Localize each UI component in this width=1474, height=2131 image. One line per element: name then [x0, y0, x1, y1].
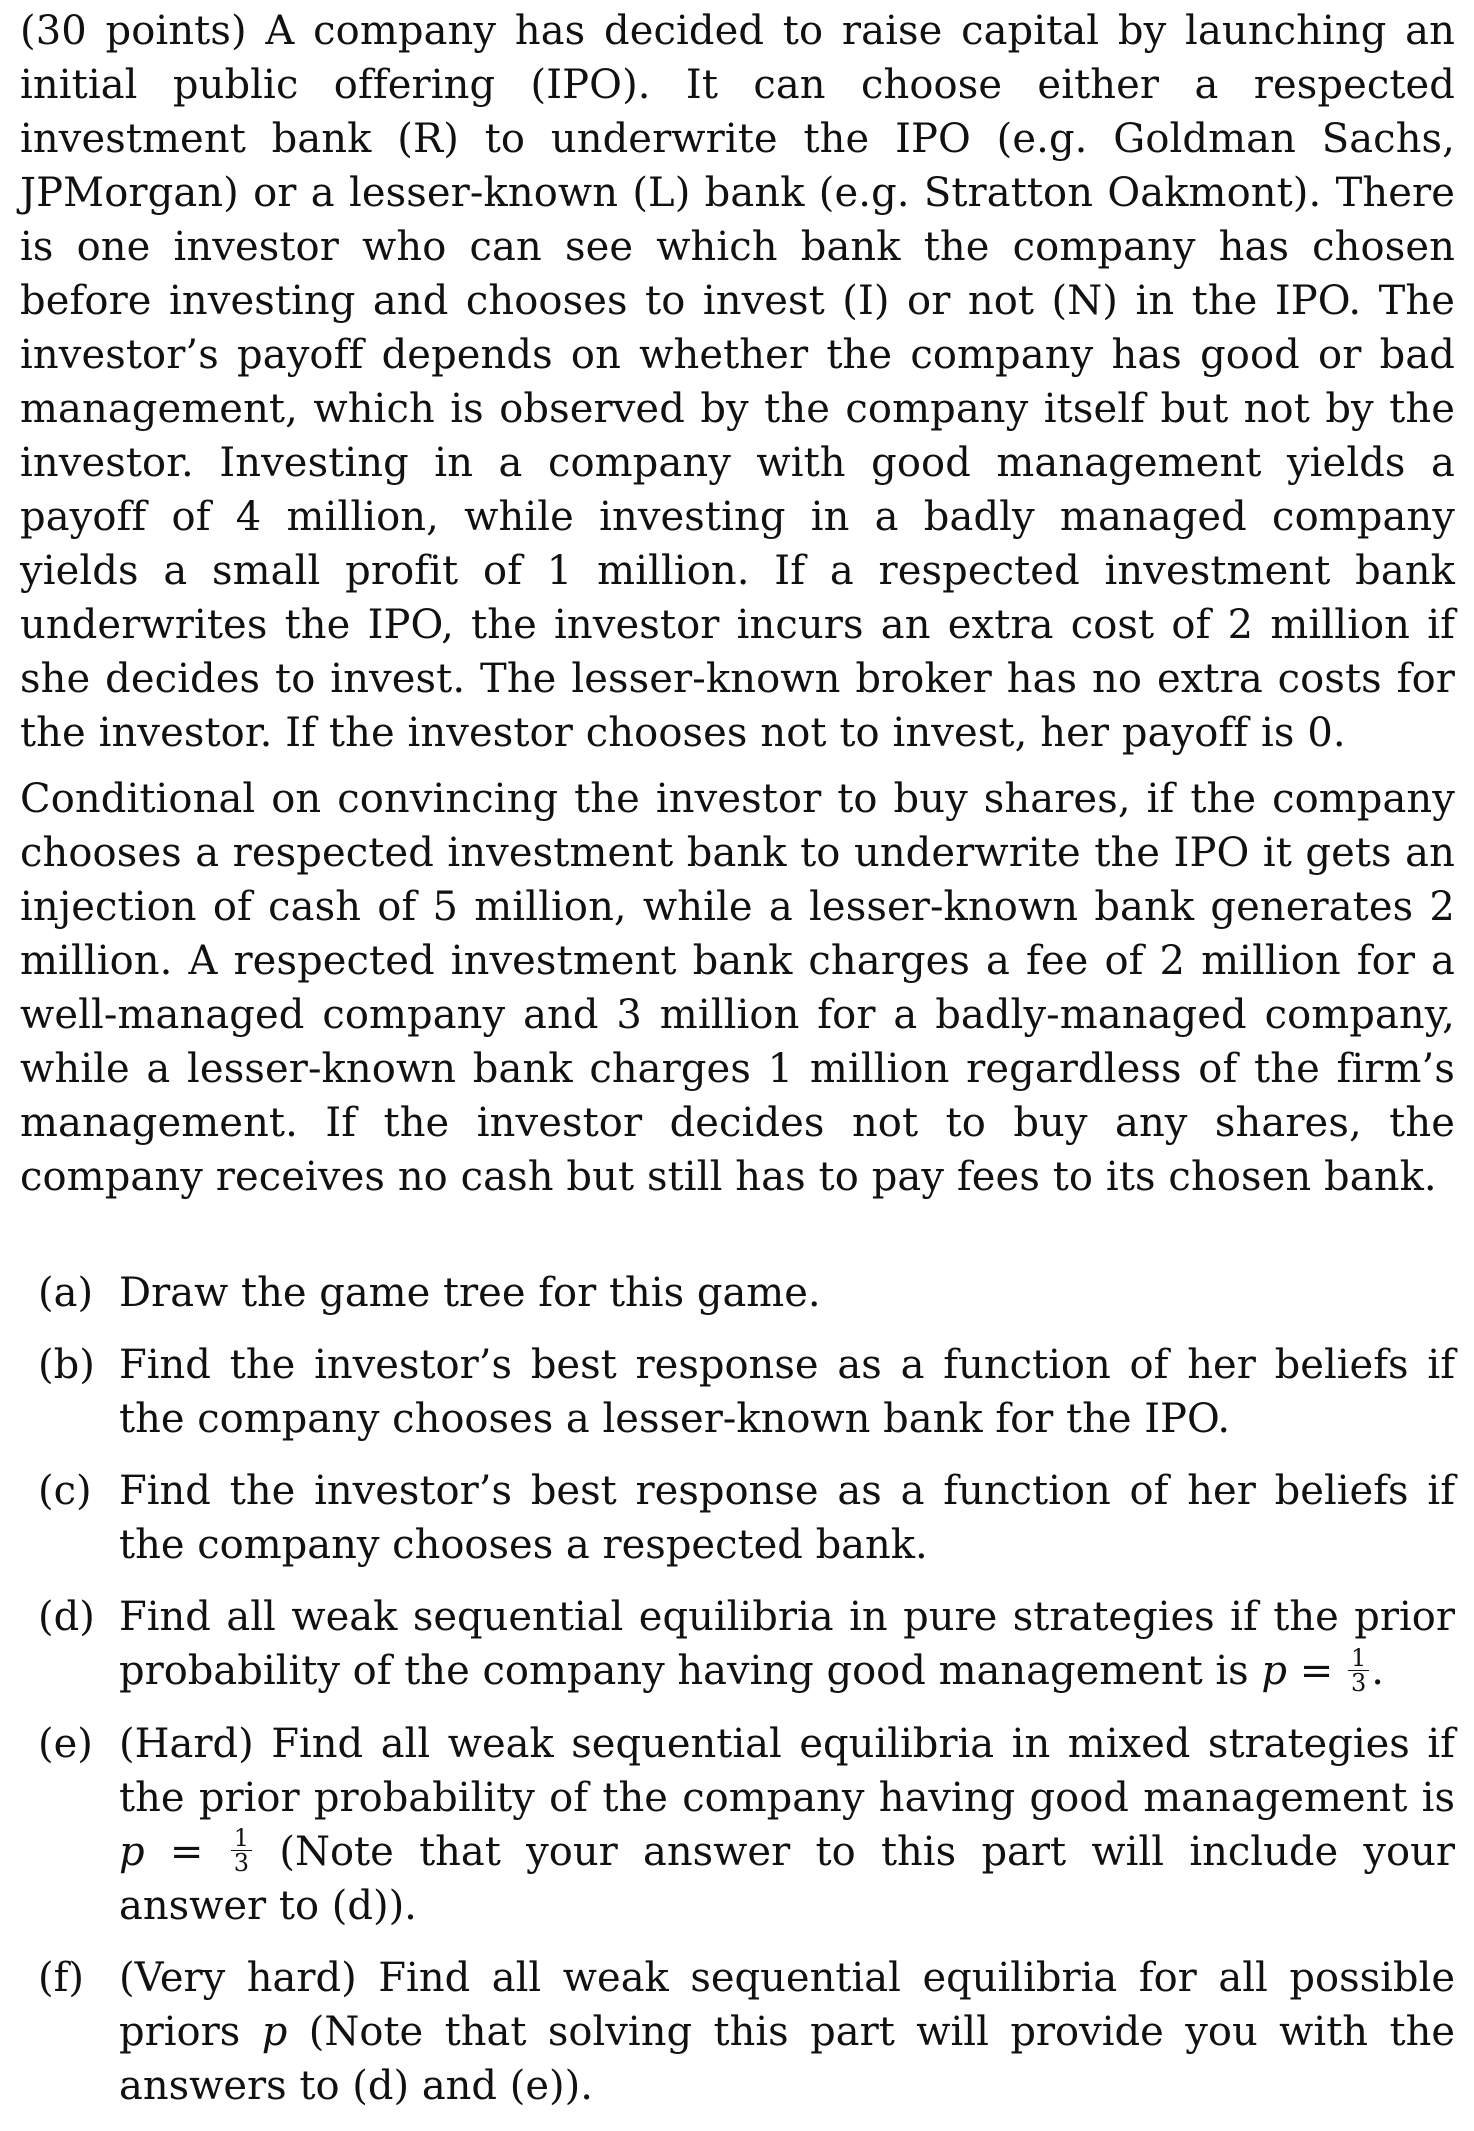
question-e: [20, 1717, 1455, 1934]
question-text-before: (Very hard) Find all weak sequential equilibria for all possible priors: [119, 1955, 1455, 2055]
question-b: [20, 1338, 1455, 1446]
question-label: (b): [38, 1342, 95, 1388]
question-text-after: .: [1371, 1648, 1384, 1694]
question-label: (c): [38, 1468, 92, 1514]
prior-variable: p: [261, 2009, 288, 2055]
problem-paragraph-2: Conditional on convincing the investor to buy shares, if the company chooses a respected investment bank to underwrite the IPO it gets an injection of cash of 5 million, while a lesser-known bank generates 2 million. A respected investment bank charges a fee of 2 million for a well-managed company and 3 million for a badly-managed company, while a lesser-known bank charges 1 million regardless of the firm’s management. If the investor decides not to buy any shares, the company receives no cash but still has to pay fees to its chosen bank.: [20, 776, 1455, 1200]
prior-variable: p: [1261, 1648, 1288, 1694]
question-label: (f): [38, 1955, 85, 2001]
question-list: [20, 1266, 1455, 2113]
question-text: [119, 1951, 1455, 2113]
question-text: [119, 1717, 1455, 1934]
question-text-before: (Hard) Find all weak sequential equilibria in mixed strategies if the prior probability of the company having good management is: [119, 1720, 1455, 1821]
question-text-before: Find all weak sequential equilibria in pure strategies if the prior probability of the company having good management is: [119, 1594, 1455, 1694]
fraction-numerator: 1: [231, 1826, 252, 1851]
problem-document: [20, 4, 1455, 2131]
question-d: [20, 1590, 1455, 1699]
fraction-denominator: 3: [233, 1849, 250, 1877]
question-c: [20, 1464, 1455, 1572]
question-label: (d): [38, 1594, 95, 1640]
problem-paragraph-1: (30 points) A company has decided to raise capital by launching an initial public offering (IPO). It can choose either a respected investment bank (R) to underwrite the IPO (e.g. Goldman Sachs, JPMorgan) or a lesser-known (L) bank (e.g. Stratton Oakmont). There is one investor who can see which bank the company has chosen before investing and chooses to invest (I) or not (N) in the IPO. The investor’s payoff depends on whether the company has good or bad management, which is observed by the company itself but not by the investor. Investing in a company with good management yields a payoff of 4 million, while investing in a badly managed company yields a small profit of 1 million. If a respected investment bank underwrites the IPO, the investor incurs an extra cost of 2 million if she decides to invest. The lesser-known broker has no extra costs for the investor. If the investor chooses not to invest, her payoff is 0.: [20, 8, 1455, 756]
prior-variable: p: [119, 1828, 145, 1875]
fraction-numerator: 1: [1348, 1646, 1369, 1671]
question-text: Draw the game tree for this game.: [119, 1270, 821, 1316]
equals-sign: =: [1287, 1648, 1346, 1694]
equals-sign: =: [144, 1828, 229, 1875]
question-f: [20, 1951, 1455, 2113]
question-text: [119, 1590, 1455, 1699]
fraction-denominator: 3: [1350, 1668, 1367, 1697]
question-text-after: (Note that solving this part will provide you with the answers to (d) and (e)).: [119, 2009, 1456, 2109]
question-a: [20, 1266, 1455, 1320]
question-text: Find the investor’s best response as a function of her beliefs if the company chooses a respected bank.: [119, 1468, 1455, 1568]
fraction: [231, 1826, 252, 1875]
question-label: (a): [38, 1270, 94, 1316]
question-text: Find the investor’s best response as a function of her beliefs if the company chooses a lesser-known bank for the IPO.: [119, 1342, 1455, 1442]
question-text-after: (Note that your answer to this part will include your answer to (d)).: [119, 1828, 1455, 1929]
fraction: [1348, 1643, 1369, 1697]
question-label: (e): [38, 1720, 93, 1767]
